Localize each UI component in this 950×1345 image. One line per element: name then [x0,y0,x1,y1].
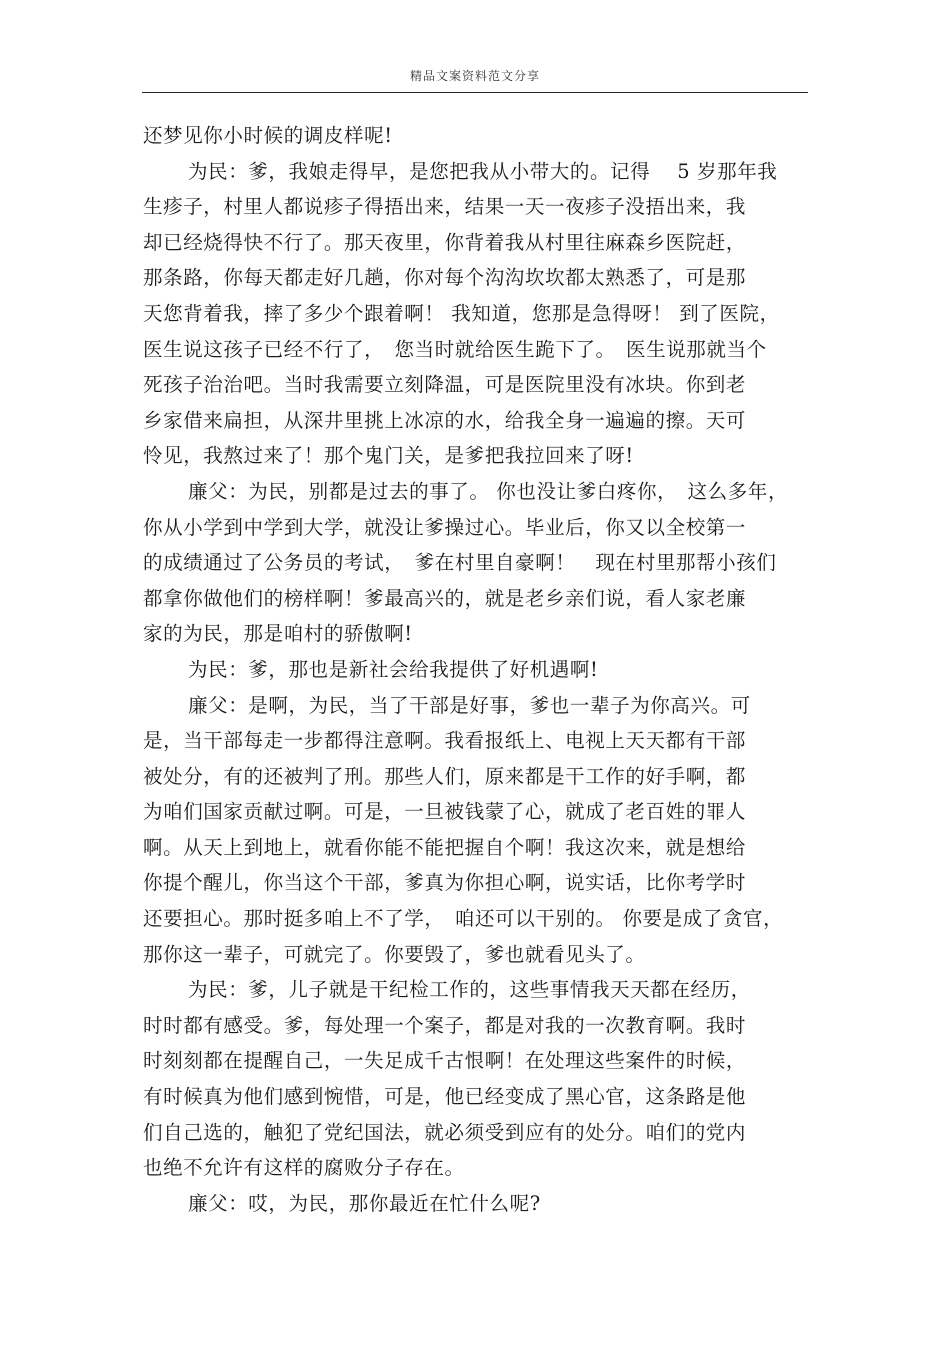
text-line: 天您背着我，摔了多少个跟着啊！ 我知道，您那是急得呀！ 到了医院， [143,301,780,325]
text-line: 被处分，有的还被判了刑。那些人们，原来都是干工作的好手啊，都 [143,764,747,788]
text-line: 你提个醒儿，你当这个干部，爹真为你担心啊，说实话，比你考学时 [143,871,747,895]
text-line: 时刻刻都在提醒自己，一失足成千古恨啊！在处理这些案件的时候， [143,1049,747,1073]
text-line: 医生说这孩子已经不行了， 您当时就给医生跪下了。 医生说那就当个 [143,337,767,361]
text-line: 家的为民，那是咱村的骄傲啊! [143,622,413,646]
text-line: 廉父：为民，别都是过去的事了。 你也没让爹白疼你， 这么多年， [188,479,789,503]
text-line: 怜见，我熬过来了！那个鬼门关，是爹把我拉回来了呀! [143,444,634,468]
text-line: 有时候真为他们感到惋惜，可是，他已经变成了黑心官，这条路是他 [143,1085,747,1109]
text-line: 却已经烧得快不行了。那天夜里，你背着我从村里往麻森乡医院赶， [143,230,747,254]
text-line: 那条路，你每天都走好几趟，你对每个沟沟坎坎都太熟悉了，可是那 [143,266,747,290]
text-line: 那你这一辈子，可就完了。你要毁了，爹也就看见头了。 [143,942,646,966]
text-line: 为咱们国家贡献过啊。可是，一旦被钱蒙了心，就成了老百姓的罪人 [143,800,747,824]
text-line: 廉父：是啊，为民，当了干部是好事，爹也一辈子为你高兴。可 [188,693,751,717]
text-line: 你从小学到中学到大学，就没让爹操过心。毕业后，你又以全校第一 [143,515,747,539]
text-line: 乡家借来扁担，从深井里挑上冰凉的水，给我全身一遍遍的擦。天可 [143,408,747,432]
text-line: 时时都有感受。爹，每处理一个案子，都是对我的一次教育啊。我时 [143,1013,747,1037]
header-title: 精品文案资料范文分享 [409,69,540,83]
text-line: 廉父：哎，为民，那你最近在忙什么呢? [188,1191,541,1215]
text-line: 还梦见你小时候的调皮样呢! [143,124,393,147]
text-line: 死孩子治治吧。当时我需要立刻降温，可是医院里没有冰块。你到老 [143,373,747,397]
text-line: 为民：爹，儿子就是干纪检工作的，这些事情我天天都在经历， [188,978,751,1002]
document-body [143,118,813,1221]
text-line: 们自己选的，触犯了党纪国法，就必须受到应有的处分。咱们的党内 [143,1120,747,1144]
text-line: 的成绩通过了公务员的考试， 爹在村里自豪啊！ 现在村里那帮小孩们 [143,551,777,575]
page-header [142,60,808,93]
text-line: 生疹子，村里人都说疹子得捂出来，结果一天一夜疹子没捂出来，我 [143,195,747,219]
text-line: 为民：爹，我娘走得早，是您把我从小带大的。记得 5 岁那年我 [188,159,778,183]
text-line: 是，当干部每走一步都得注意啊。我看报纸上、电视上天天都有干部 [143,729,747,753]
text-line: 为民：爹，那也是新社会给我提供了好机遇啊! [188,657,599,681]
text-line: 也绝不允许有这样的腐败分子存在。 [143,1156,465,1180]
text-line: 啊。从天上到地上，就看你能不能把握自个啊！我这次来，就是想给 [143,835,747,859]
text-line: 都拿你做他们的榜样啊！爹最高兴的，就是老乡亲们说，看人家老廉 [143,586,747,610]
text-line: 还要担心。那时挺多咱上不了学， 咱还可以干别的。 你要是成了贪官， [143,907,784,931]
